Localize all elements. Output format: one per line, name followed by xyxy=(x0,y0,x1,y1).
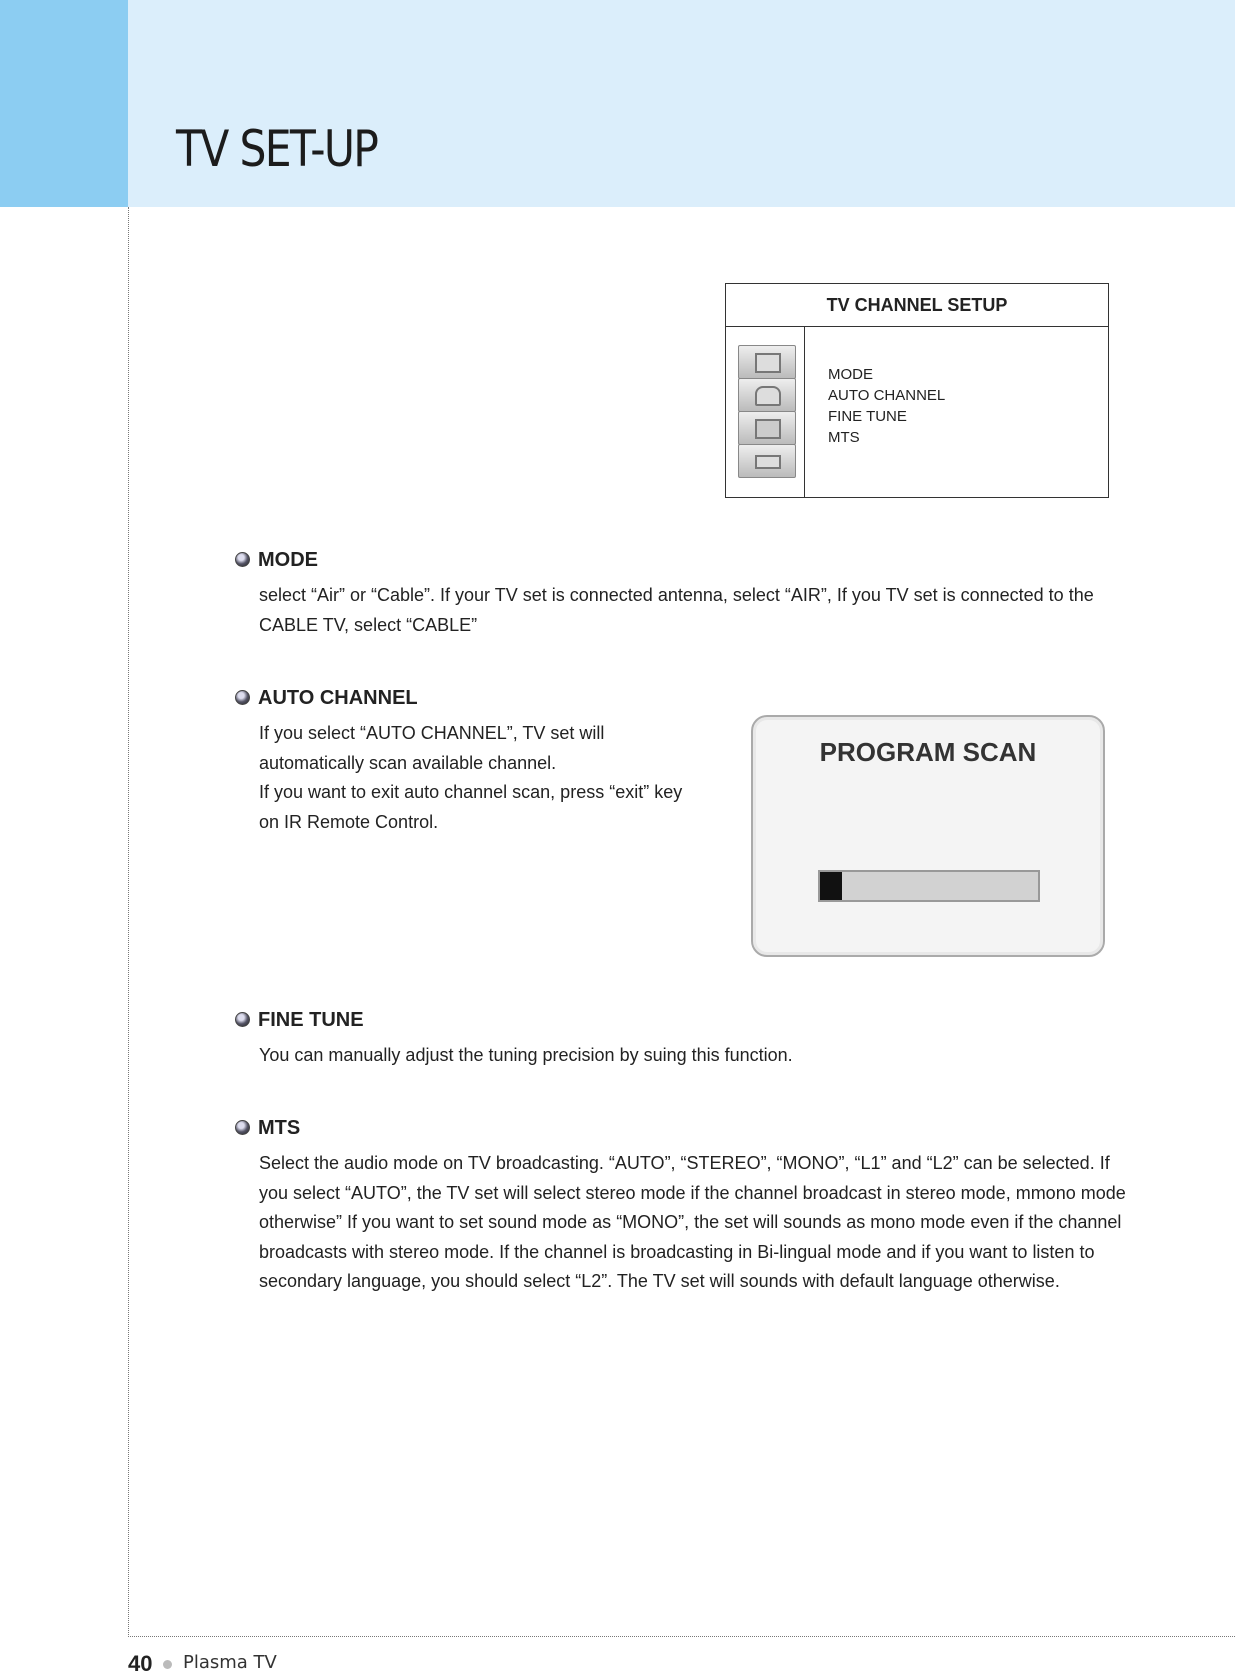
mts-heading: MTS xyxy=(235,1117,300,1140)
audio-icon xyxy=(738,444,796,478)
page-title: TV SET-UP xyxy=(176,120,378,178)
header-side-block xyxy=(0,0,128,207)
menu-item-mts: MTS xyxy=(828,429,860,446)
footer-label: Plasma TV xyxy=(183,1652,277,1673)
mode-heading: MODE xyxy=(235,549,318,572)
bullet-icon xyxy=(235,1120,250,1135)
mode-description: select “Air” or “Cable”. If your TV set is connected antenna, select “AIR”, If you TV set is connected to the CABLE TV, select “CABLE” xyxy=(259,585,1094,635)
menu-item-auto-channel: AUTO CHANNEL xyxy=(828,387,946,404)
margin-divider xyxy=(128,207,129,1637)
bullet-icon xyxy=(235,1012,250,1027)
bullet-icon xyxy=(235,690,250,705)
scan-title: PROGRAM SCAN xyxy=(819,737,1037,767)
mts-description: Select the audio mode on TV broadcasting. “AUTO”, “STEREO”, “MONO”, “L1” and “L2” can be selected. If you select “AUTO”, the TV set will select stereo mode if the channel broadcast in stereo mode, mmono mode otherwise” If you want to set sound mode as “MONO”, the set will sounds as mono mode even if the channel broadcasts with stereo mode. If the channel is broadcasting in Bi-lingual mode and if you want to listen to secondary language, you should select “L2”. The TV set will sounds with default language otherwise. xyxy=(259,1153,1126,1291)
program-scan-screen xyxy=(751,715,1105,957)
tune-icon xyxy=(738,411,796,445)
auto-channel-description: If you select “AUTO CHANNEL”, TV set will automatically scan available channel. If you want to exit auto channel scan, press “exit” key on IR Remote Control. xyxy=(259,723,683,832)
menu-icon-column xyxy=(726,327,805,497)
tv-channel-setup-menu xyxy=(725,283,1109,498)
page-number: 40 xyxy=(128,1651,153,1676)
fine-tune-description: You can manually adjust the tuning precision by suing this function. xyxy=(259,1045,793,1065)
auto-channel-heading: AUTO CHANNEL xyxy=(235,687,418,710)
fine-tune-heading: FINE TUNE xyxy=(235,1009,364,1032)
bullet-icon xyxy=(235,552,250,567)
menu-item-fine-tune: FINE TUNE xyxy=(828,408,907,425)
scan-progress-fill xyxy=(820,872,842,900)
menu-title: TV CHANNEL SETUP xyxy=(726,284,1108,327)
scan-progress-bar xyxy=(818,870,1040,902)
tv-icon xyxy=(738,345,796,379)
footer-dot xyxy=(163,1660,172,1669)
menu-item-mode: MODE xyxy=(828,366,873,383)
antenna-icon xyxy=(738,378,796,412)
footer-divider xyxy=(128,1636,1235,1637)
menu-item-list xyxy=(828,364,945,448)
